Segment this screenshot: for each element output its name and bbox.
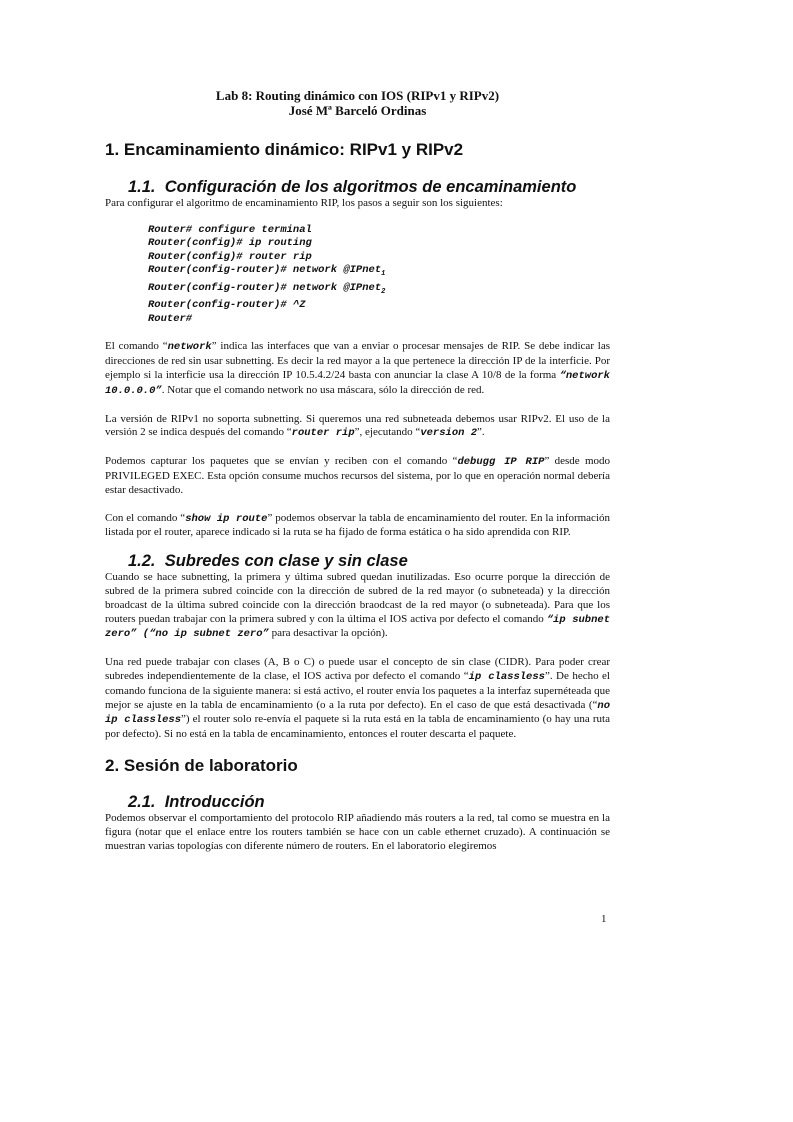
section-title: Encaminamiento dinámico: RIPv1 y RIPv2 [123, 140, 464, 159]
inline-code: “network 10.0.0.0” [105, 370, 610, 397]
section-2-1-heading [128, 792, 610, 812]
code-line: Router(config)# ip routing [148, 237, 312, 250]
code-line: Router# [148, 312, 193, 325]
document-title: Lab 8: Routing dinámico con IOS (RIPv1 y RIPv2) [215, 88, 500, 103]
section-title: Subredes con clase y sin clase [164, 552, 408, 571]
text: La versión de RIPv1 no soporta subnetting. Si queremos una red subneteada debemos usar RIPv2. El uso de la versión 2 se indica después del comando “ [105, 412, 610, 439]
paragraph: Para configurar el algoritmo de encaminamiento RIP, los pasos a seguir son los siguientes: [105, 197, 503, 209]
text: ” indica las interfaces que van a enviar o procesar mensajes de RIP. Se debe indicar las direcciones de red sin usar subnetting. Es decir la red mayor a la que pertenece la dirección IP de la interficie. Por ejemplo si la interficie usa la dirección IP 10.5.4.2/24 basta con anunciar la clase A 10/8 de la forma [105, 340, 610, 382]
code-line: Router(config-router)# network @IPnet [148, 281, 382, 294]
subscript: 1 [381, 270, 386, 279]
paragraph [105, 656, 610, 742]
section-title: Sesión de laboratorio [123, 756, 298, 776]
text: ”. [477, 426, 485, 439]
text: para desactivar la opción). [268, 627, 388, 640]
text: ” podemos observar la tabla de encaminamiento del router. En la información listada por el router, aparece indicado si la ruta se ha fijado de forma estática o ha sido aprendida con RIP. [105, 511, 611, 539]
paragraph [105, 512, 610, 541]
paragraph [105, 571, 610, 642]
page-number: 1 [601, 913, 607, 925]
inline-code: no ip classless [105, 699, 610, 727]
inline-code: network [167, 341, 212, 354]
section-1-heading [105, 140, 610, 160]
section-number: 2.1. [128, 793, 156, 812]
section-title: Configuración de los algoritmos de encaminamiento [164, 178, 577, 196]
subscript: 2 [381, 287, 386, 296]
text: ” desde modo PRIVILEGED EXEC. Esta opción consume muchos recursos del sistema, por lo que en operación normal debería estar desactivado. [105, 455, 611, 496]
code-line: Router# configure terminal [148, 223, 312, 236]
section-number: 1.2. [128, 552, 156, 571]
text: ”. De hecho el comando funciona de la siguiente manera: si está activo, el router envía los paquetes a la interfaz supernéteada que mejor se ajuste en la tabla de encaminamiento (o a la ruta por defecto). En el caso de que está desactivada (“ [105, 670, 610, 711]
inline-code: show ip route [185, 512, 268, 525]
paragraph [105, 413, 610, 442]
section-2-heading [105, 756, 610, 776]
inline-code: ip classless [468, 671, 545, 684]
paragraph [105, 455, 610, 497]
code-line: Router(config-router)# network @IPnet [148, 264, 382, 277]
section-number: 2. [105, 756, 120, 776]
text: Con el comando “ [105, 511, 186, 524]
inline-code: debugg IP RIP [457, 456, 545, 469]
section-1-2-heading [128, 551, 610, 571]
inline-code: “ip subnet zero” (“no ip subnet zero” [105, 613, 611, 641]
document-page [105, 88, 610, 853]
section-number: 1. [105, 140, 120, 159]
section-title: Introducción [164, 793, 265, 812]
paragraph [105, 340, 610, 398]
text: Una red puede trabajar con clases (A, B o C) o puede usar el concepto de sin clase (CIDR). Para poder crear subredes independientemente de la clase, el IOS activa por defecto el comando “ [105, 656, 610, 683]
paragraph: Podemos observar el comportamiento del protocolo RIP añadiendo más routers a la red, tal como se muestra en la figura (notar que el enlace entre los routers también se hace con un cable ethernet cruzado). A continuación se muestran varias topologías con diferente número de routers. En el laboratorio elegiremos [105, 812, 610, 852]
text: El comando “ [105, 340, 168, 353]
text: Podemos capturar los paquetes que se envían y reciben con el comando “ [105, 455, 458, 468]
code-line: Router(config-router)# ^Z [148, 299, 306, 312]
text: ”, ejecutando “ [354, 426, 421, 439]
document-author: José Mª Barceló Ordinas [288, 103, 427, 118]
inline-code: version 2 [420, 427, 478, 440]
inline-code: router rip [291, 427, 355, 440]
section-1-1-heading [128, 177, 610, 197]
code-line: Router(config)# router rip [148, 250, 312, 263]
text: . Notar que el comando network no usa máscara, sólo la dirección de red. [161, 383, 485, 396]
code-block [148, 224, 610, 327]
text: ”) el router solo re-envía el paquete si la ruta está en la tabla de encaminamiento (o hay una ruta por defecto). Si no está en la tabla de encaminamiento, entonces el router descarta el paquete. [105, 713, 610, 741]
text: Cuando se hace subnetting, la primera y última subred quedan inutilizadas. Eso ocurre porque la dirección de subred de la primera subred coincide con la dirección de subred de la red mayor (o subneteada) y la dirección broadcast de la última subred coincide con la dirección braodcast de la red mayor (o subneteada). Para que los routers puedan trabajar con la primera subred y con la última el IOS activa por defecto el comando [105, 571, 610, 625]
section-number: 1.1. [128, 178, 156, 196]
